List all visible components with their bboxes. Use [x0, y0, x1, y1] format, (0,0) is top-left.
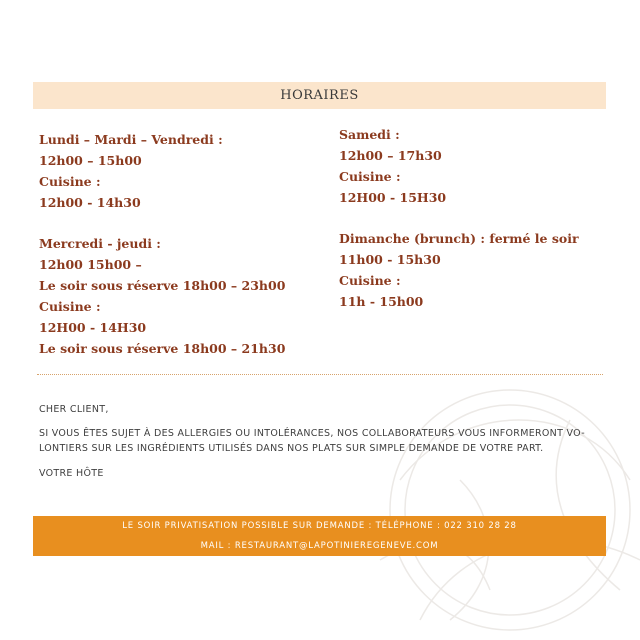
client-greeting: CHER CLIENT, [39, 404, 109, 415]
contact-email[interactable]: MAIL : RESTAURANT@LAPOTINIEREGENEVE.COM [200, 541, 439, 551]
hours-line: 12h00 - 14h30 [39, 195, 141, 210]
privatisation-phone: LE SOIR PRIVATISATION POSSIBLE SUR DEMANDE : TÉLÉPHONE : 022 310 28 28 [122, 521, 517, 531]
hours-line: 11h00 - 15h30 [339, 252, 441, 267]
allergy-notice: SI VOUS ÊTES SUJET À DES ALLERGIES OU INTOLÉRANCES, NOS COLLABORATEURS VOUS INFORMERONT VO-LONTIERS SUR LES INGRÉDIENTS UTILISÉS DANS NOS PLATS SUR SIMPLE DEMANDE DE VOTRE PART. [39, 428, 585, 454]
hours-line: 12h00 – 17h30 [339, 148, 442, 163]
hours-wednesday-thursday [39, 233, 285, 359]
hours-weekdays [39, 129, 223, 213]
decorative-ornament [340, 360, 640, 640]
contact-footer [33, 516, 606, 556]
hours-sunday [339, 228, 579, 312]
horaires-title: HORAIRES [280, 88, 359, 103]
hours-line: Samedi : [339, 127, 400, 142]
hours-line: Cuisine : [39, 174, 101, 189]
hours-line: Cuisine : [39, 299, 101, 314]
hours-line: Mercredi - jeudi : [39, 236, 161, 251]
hours-line: Le soir sous réserve 18h00 – 21h30 [39, 341, 286, 356]
hours-line: Cuisine : [339, 169, 401, 184]
hours-line: 12H00 - 15H30 [339, 190, 447, 205]
host-signature: VOTRE HÔTE [39, 468, 104, 479]
hours-line: 12h00 15h00 – [39, 257, 142, 272]
hours-line: 12h00 – 15h00 [39, 153, 142, 168]
hours-line: Cuisine : [339, 273, 401, 288]
hours-line: Lundi – Mardi – Vendredi : [39, 132, 223, 147]
hours-line: Dimanche (brunch) : fermé le soir [339, 231, 579, 246]
hours-line: Le soir sous réserve 18h00 – 23h00 [39, 278, 286, 293]
section-divider [37, 374, 603, 375]
hours-line: 12H00 - 14H30 [39, 320, 147, 335]
hours-line: 11h - 15h00 [339, 294, 424, 309]
hours-saturday [339, 124, 446, 208]
horaires-header [33, 82, 606, 109]
